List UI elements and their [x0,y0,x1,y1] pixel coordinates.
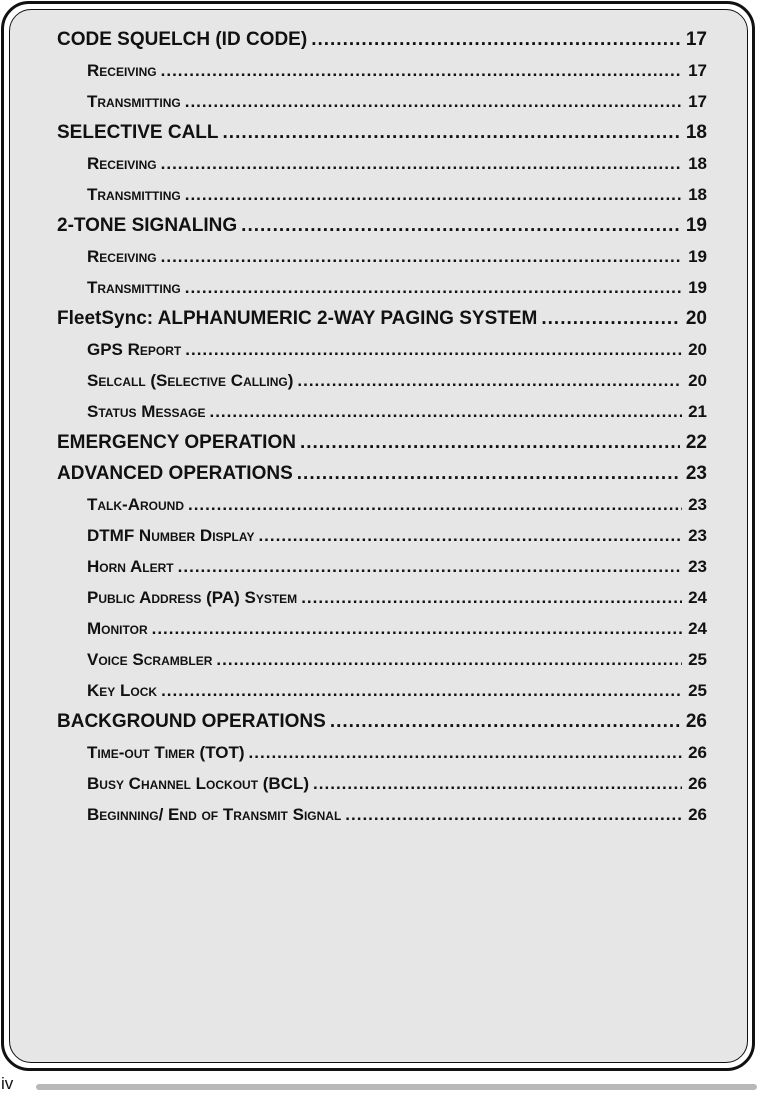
toc-entry-title: Talk-Around [87,495,184,514]
toc-entry-page-number: 18 [688,154,707,173]
toc-entry-title: Busy Channel Lockout (BCL) [87,774,310,793]
toc-entry-page-number: 20 [688,371,707,390]
toc-entry-page-number: 23 [688,557,707,576]
toc-dot-leader [161,148,682,179]
toc-entry-title: SELECTIVE CALL [57,122,219,143]
toc-entry-title: Receiving [87,61,157,80]
toc-entry-page-number: 19 [685,215,707,236]
toc-subsection-entry[interactable] [57,179,707,210]
toc-dot-leader [223,117,680,148]
toc-entry-page-number: 26 [688,743,707,762]
toc-dot-leader [161,55,682,86]
toc-entry-page-number: 23 [688,526,707,545]
toc-dot-leader [178,551,682,582]
toc-section-entry[interactable] [57,117,707,148]
toc-entry-title: Transmitting [87,92,181,111]
toc-entry-title: Time-out Timer (TOT) [87,743,245,762]
toc-subsection-entry[interactable] [57,334,707,365]
toc-entry-title: Public Address (PA) System [87,588,298,607]
toc-entry-title: Key Lock [87,681,158,700]
toc-entry-page-number: 26 [688,805,707,824]
toc-section-entry[interactable] [57,458,707,489]
toc-dot-leader [161,675,682,706]
toc-entry-title: BACKGROUND OPERATIONS [57,711,326,732]
toc-dot-leader [313,768,682,799]
toc-entry-page-number: 26 [688,774,707,793]
toc-subsection-entry[interactable] [57,675,707,706]
toc-subsection-entry[interactable] [57,582,707,613]
toc-subsection-entry[interactable] [57,613,707,644]
toc-dot-leader [216,644,682,675]
toc-entry-page-number: 21 [688,402,707,421]
toc-entry-page-number: 24 [688,588,707,607]
toc-entry-page-number: 19 [688,278,707,297]
toc-subsection-entry[interactable] [57,768,707,799]
toc-entry-title: EMERGENCY OPERATION [57,432,296,453]
toc-entry-page-number: 22 [685,432,707,453]
toc-section-entry[interactable] [57,303,707,334]
toc-dot-leader [185,179,682,210]
toc-dot-leader [161,241,682,272]
table-of-contents [57,24,707,830]
toc-entry-title: Beginning/ End of Transmit Signal [87,805,342,824]
toc-entry-page-number: 25 [688,681,707,700]
page-number-label: iv [1,1074,14,1093]
toc-subsection-entry[interactable] [57,365,707,396]
toc-section-entry[interactable] [57,24,707,55]
toc-entry-page-number: 20 [685,308,707,329]
toc-entry-page-number: 25 [688,650,707,669]
toc-subsection-entry[interactable] [57,520,707,551]
toc-entry-title: Voice Scrambler [87,650,213,669]
toc-dot-leader [297,365,682,396]
toc-entry-title: Status Message [87,402,206,421]
toc-subsection-entry[interactable] [57,148,707,179]
toc-entry-title: 2-TONE SIGNALING [57,215,238,236]
toc-entry-page-number: 18 [685,122,707,143]
toc-entry-page-number: 26 [685,711,707,732]
toc-entry-title: Horn Alert [87,557,174,576]
toc-dot-leader [188,489,682,520]
toc-dot-leader [241,210,680,241]
toc-dot-leader [541,303,680,334]
toc-entry-title: Selcall (Selective Calling) [87,371,294,390]
toc-entry-page-number: 19 [688,247,707,266]
toc-dot-leader [311,24,680,55]
toc-subsection-entry[interactable] [57,86,707,117]
toc-entry-title: Monitor [87,619,148,638]
toc-subsection-entry[interactable] [57,489,707,520]
toc-entry-page-number: 20 [688,340,707,359]
toc-dot-leader [185,86,682,117]
footer-rule [36,1084,757,1090]
toc-entry-title: Receiving [87,154,157,173]
toc-entry-page-number: 23 [688,495,707,514]
toc-subsection-entry[interactable] [57,272,707,303]
toc-dot-leader [300,427,680,458]
toc-entry-page-number: 23 [685,463,707,484]
toc-dot-leader [330,706,680,737]
toc-dot-leader [209,396,682,427]
toc-dot-leader [297,458,680,489]
toc-entry-page-number: 17 [685,29,707,50]
toc-subsection-entry[interactable] [57,737,707,768]
toc-dot-leader [345,799,682,830]
toc-subsection-entry[interactable] [57,55,707,86]
toc-section-entry[interactable] [57,427,707,458]
toc-entry-title: DTMF Number Display [87,526,255,545]
toc-entry-page-number: 18 [688,185,707,204]
toc-subsection-entry[interactable] [57,241,707,272]
toc-subsection-entry[interactable] [57,396,707,427]
toc-entry-title: CODE SQUELCH (ID CODE) [57,29,308,50]
toc-entry-title: GPS Report [87,340,182,359]
toc-subsection-entry[interactable] [57,644,707,675]
toc-entry-page-number: 17 [688,61,707,80]
toc-dot-leader [185,334,682,365]
toc-dot-leader [258,520,682,551]
toc-subsection-entry[interactable] [57,799,707,830]
toc-entry-page-number: 24 [688,619,707,638]
toc-dot-leader [152,613,682,644]
toc-entry-title: FleetSync: ALPHANUMERIC 2-WAY PAGING SYSTEM [57,308,538,329]
toc-entry-page-number: 17 [688,92,707,111]
toc-dot-leader [249,737,683,768]
toc-dot-leader [301,582,682,613]
toc-subsection-entry[interactable] [57,551,707,582]
toc-section-entry[interactable] [57,210,707,241]
toc-entry-title: Transmitting [87,185,181,204]
toc-entry-title: Receiving [87,247,157,266]
toc-entry-title: ADVANCED OPERATIONS [57,463,293,484]
toc-section-entry[interactable] [57,706,707,737]
toc-dot-leader [185,272,682,303]
toc-entry-title: Transmitting [87,278,181,297]
